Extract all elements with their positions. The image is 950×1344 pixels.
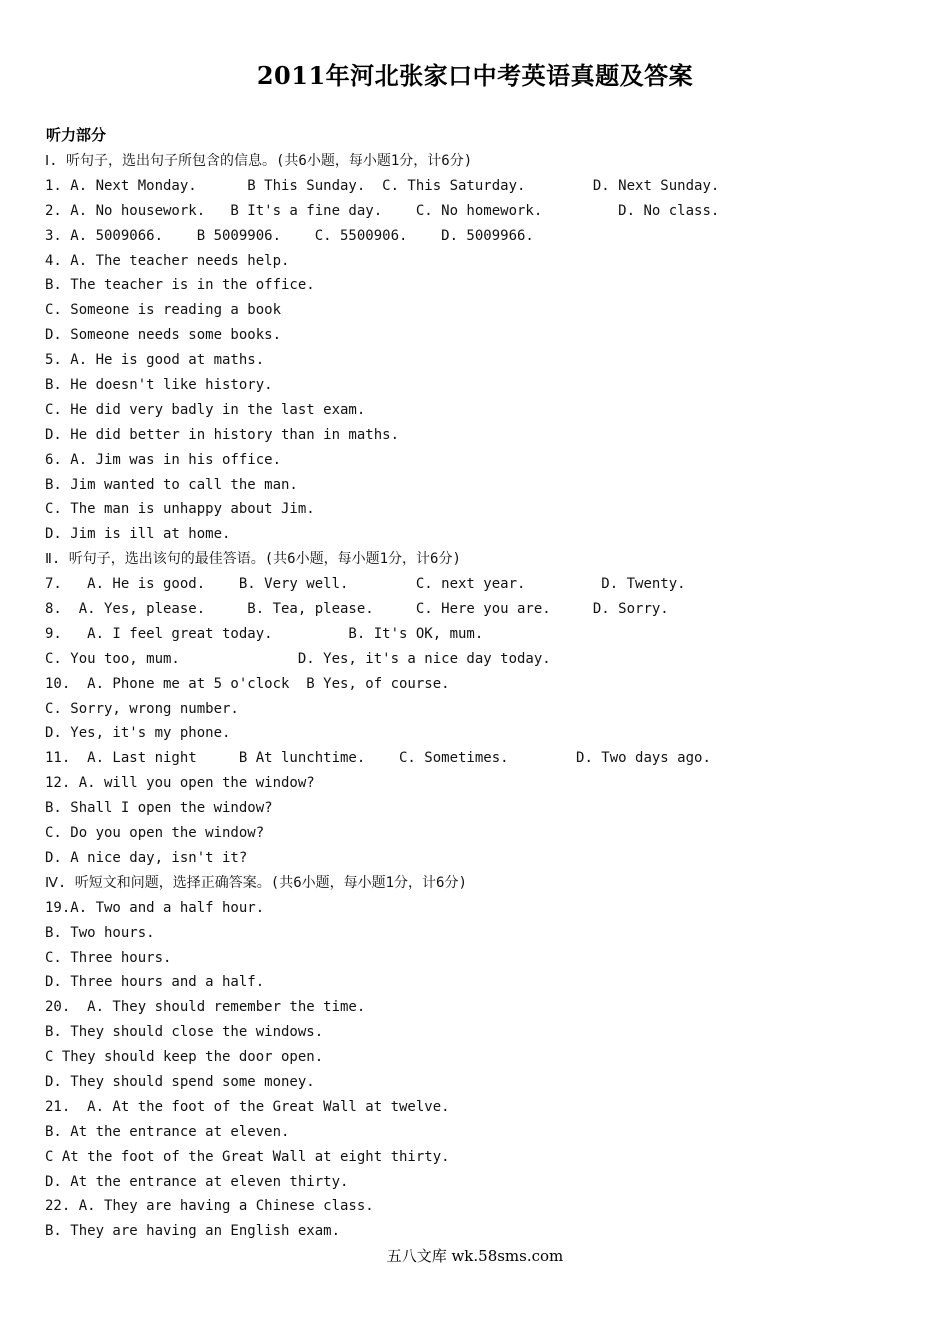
text-line: D. Someone needs some books. <box>45 327 282 344</box>
text-line: C At the foot of the Great Wall at eight thirty. <box>45 1148 450 1165</box>
text-line: 3. A. 5009066. B 5009906. C. 5500906. D. 5009966. <box>45 227 534 244</box>
text-line: D. A nice day, isn't it? <box>45 849 248 866</box>
text-line: 4. A. The teacher needs help. <box>45 252 290 269</box>
text-line: 1. A. Next Monday. B This Sunday. C. This Saturday. D. Next Sunday. <box>45 177 720 194</box>
text-line: B. Jim wanted to call the man. <box>45 476 298 493</box>
text-line: C. Three hours. <box>45 949 172 966</box>
text-line: D. They should spend some money. <box>45 1073 315 1090</box>
text-line: 6. A. Jim was in his office. <box>45 451 282 468</box>
text-line: D. Jim is ill at home. <box>45 526 231 543</box>
footer-watermark: 五八文库 wk.58sms.com <box>386 1247 564 1265</box>
text-line: 20. A. They should remember the time. <box>45 999 366 1016</box>
text-line: B. Shall I open the window? <box>45 800 273 817</box>
text-line: B. They should close the windows. <box>45 1024 324 1041</box>
text-line: D. Yes, it's my phone. <box>45 725 231 742</box>
text-line: D. At the entrance at eleven thirty. <box>45 1173 349 1190</box>
text-line: Ⅳ. 听短文和问题，选择正确答案。(共6小题，每小题1分，计6分) <box>45 874 467 891</box>
text-line: 10. A. Phone me at 5 o'clock B Yes, of course. <box>45 675 450 692</box>
text-line: 11. A. Last night B At lunchtime. C. Sometimes. D. Two days ago. <box>45 750 711 767</box>
text-line: 22. A. They are having a Chinese class. <box>45 1198 374 1215</box>
text-line: C. He did very badly in the last exam. <box>45 401 366 418</box>
text-line: C. Do you open the window? <box>45 825 265 842</box>
text-line: 2. A. No housework. B It's a fine day. C. No homework. D. No class. <box>45 202 720 219</box>
text-line: C. The man is unhappy about Jim. <box>45 501 315 518</box>
text-line: B. The teacher is in the office. <box>45 277 315 294</box>
section-heading: 听力部分 <box>46 126 107 144</box>
text-line: B. At the entrance at eleven. <box>45 1123 290 1140</box>
text-line: D. He did better in history than in maths. <box>45 426 400 443</box>
question-list <box>45 149 925 1244</box>
text-line: B. He doesn't like history. <box>45 377 273 394</box>
page-title: 2011年河北张家口中考英语真题及答案 <box>256 61 694 90</box>
text-line: C. You too, mum. D. Yes, it's a nice day today. <box>45 650 551 667</box>
text-line: Ⅰ. 听句子，选出句子所包含的信息。(共6小题，每小题1分，计6分) <box>45 153 473 169</box>
text-line: 21. A. At the foot of the Great Wall at twelve. <box>45 1098 450 1115</box>
text-line: C. Sorry, wrong number. <box>45 700 239 717</box>
text-line: B. They are having an English exam. <box>45 1223 341 1240</box>
text-line: Ⅱ. 听句子，选出该句的最佳答语。(共6小题，每小题1分，计6分) <box>45 551 461 568</box>
text-line: 12. A. will you open the window? <box>45 775 315 792</box>
text-line: 19.A. Two and a half hour. <box>45 899 265 916</box>
text-line: 8. A. Yes, please. B. Tea, please. C. Here you are. D. Sorry. <box>45 601 669 618</box>
text-line: C. Someone is reading a book <box>45 302 282 319</box>
text-line: D. Three hours and a half. <box>45 974 265 991</box>
text-line: C They should keep the door open. <box>45 1049 324 1066</box>
text-line: 9. A. I feel great today. B. It's OK, mum. <box>45 625 484 642</box>
text-line: 5. A. He is good at maths. <box>45 352 265 369</box>
text-line: 7. A. He is good. B. Very well. C. next year. D. Twenty. <box>45 576 686 593</box>
text-line: B. Two hours. <box>45 924 155 941</box>
